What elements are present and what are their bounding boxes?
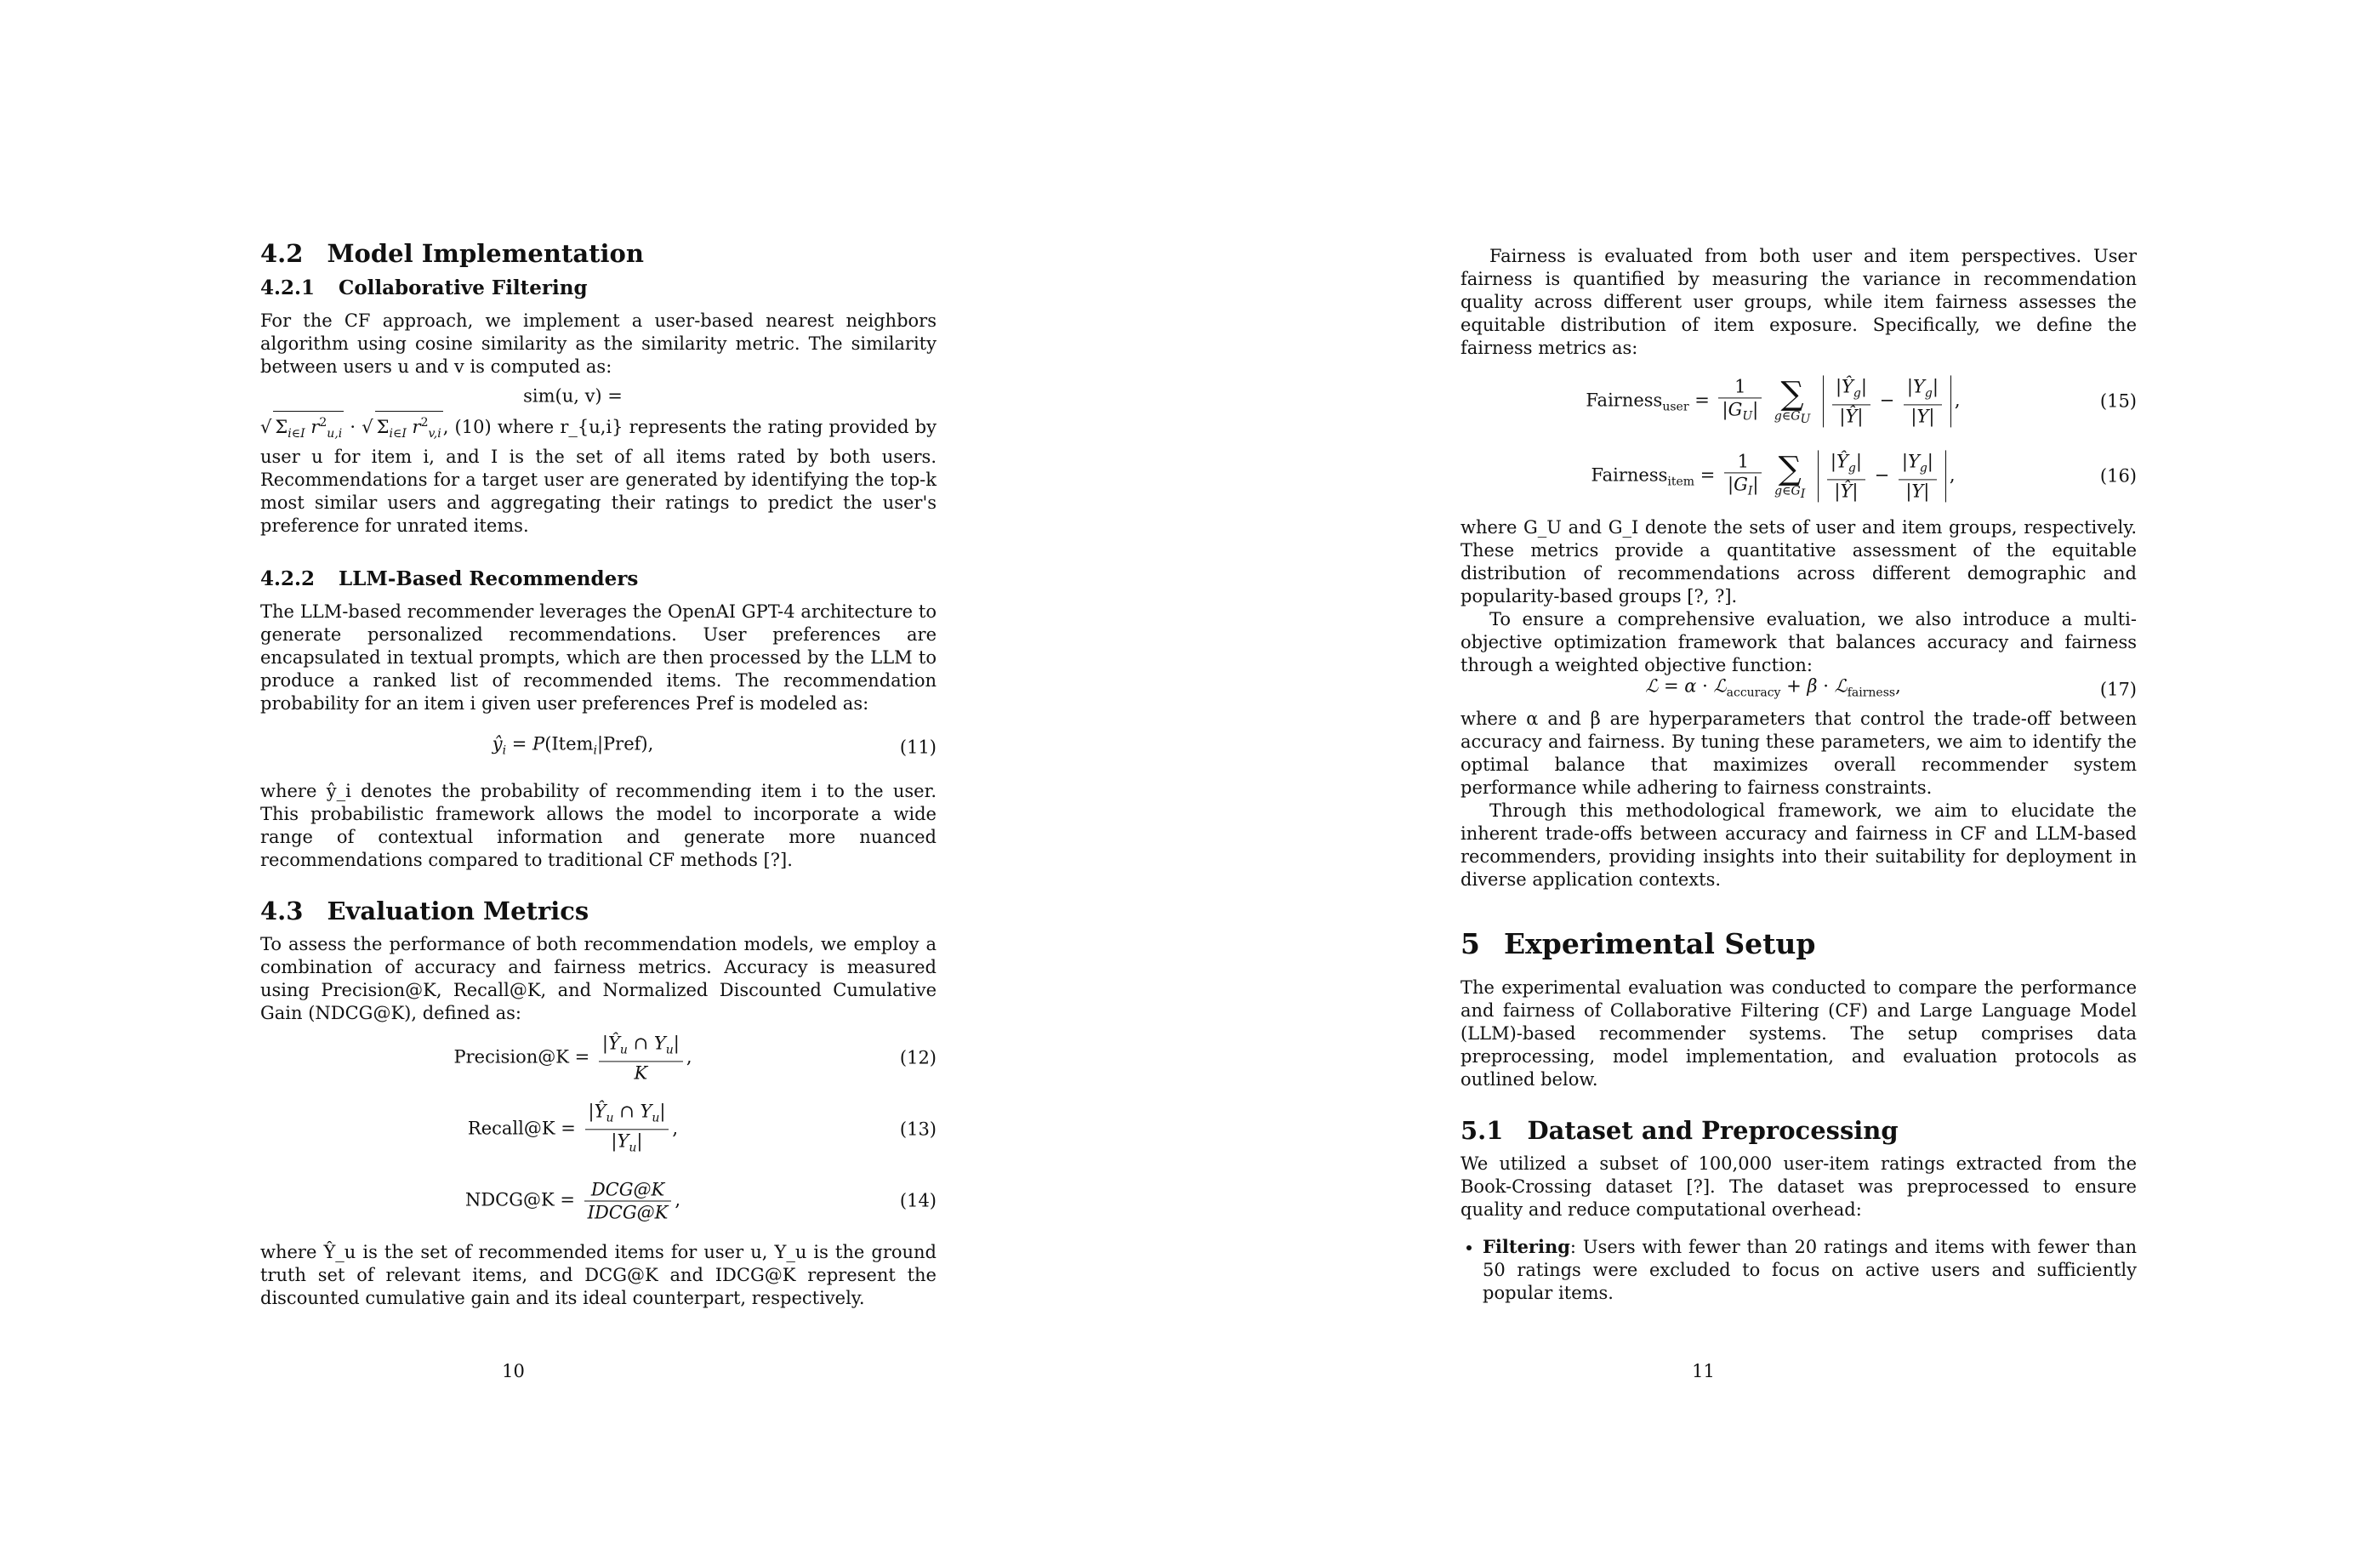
equation-13-fraction: $\frac{|Ŷ_u \cap Y_u|}{|Y_u|}$ [585, 1101, 669, 1159]
experimental-paragraph-1: The experimental evaluation was conducted to compare the performance and fairness of Collaborative Filtering (CF) and Large Language Model (LLM)-based recommender systems. The setup comprises data preprocessing, model implementation, and evaluation protocols as outlined below. [1460, 977, 2137, 1090]
equation-15-body: Fairness$_{user}$ = $\frac{1}{|G_U|}$ ∑ $g\in G_U$ $\frac{|Ŷ_g|}{|Ŷ|}$ − $\frac{|Y_g|}{|Y|}$ , [1586, 374, 1961, 427]
equation-12-fraction: $\frac{|Ŷ_u \cap Y_u|}{K}$ [599, 1033, 683, 1085]
fairness-paragraph-1: Fairness is evaluated from both user and item perspectives. User fairness is quantified by measuring the variance in recommendation quality across different user groups, while item fairness assesses the equitable distribution of item exposure. Specifically, we define the fairness metrics as: [1460, 246, 2137, 358]
sum-symbol-16: ∑ $g\in G_I$ [1774, 449, 1806, 501]
preprocessing-list [1460, 1235, 2137, 1305]
llm-paragraph-1: The LLM-based recommender leverages the OpenAI GPT-4 architecture to generate personalized recommendations. User preferences are encapsulated in textual prompts, which are then processed by the LLM to produce a ranked list of recommended items. The recommendation probability for an item i given user preferences Pref is modeled as: [260, 601, 937, 715]
page-number-left: 10 [502, 1361, 525, 1381]
equation-10-lhs: sim(u, v) = [523, 385, 623, 407]
equation-14-tag: (14) [899, 1190, 937, 1211]
page-right [1190, 0, 2380, 1543]
page-number-right: 11 [1692, 1361, 1715, 1381]
equation-14-body: NDCG@K = $\frac{\text{DCG@K}}{\text{IDCG@K}}$ , [464, 1179, 681, 1223]
llm-paragraph-2: where ŷ_i denotes the probability of recommending item i to the user. This probabilistic framework allows the model to incorporate a wide range of contextual information and generate more nuanced recommendations compared to traditional CF methods [?]. [260, 781, 937, 871]
eval-paragraph-1: To assess the performance of both recommendation models, we employ a combination of accuracy and fairness metrics. Accuracy is measured using Precision@K, Recall@K, and Normalized Discounted Cumulative Gain (NDCG@K), defined as: [260, 934, 937, 1024]
equation-15 [1460, 370, 2137, 433]
fairness-paragraph-3: To ensure a comprehensive evaluation, we also introduce a multi-objective optimization framework that balances accuracy and fairness through a weighted objective function: [1460, 609, 2137, 675]
equation-11 [260, 724, 937, 772]
equation-12-body: Precision@K = $\frac{|Ŷ_u \cap Y_u|}{K}$ , [453, 1033, 692, 1084]
equation-16-body: Fairness$_{item}$ = $\frac{1}{|G_I|}$ ∑ $g\in G_I$ $\frac{|Ŷ_g|}{|Ŷ|}$ − $\frac{|Y_g|}{|Y|}$ , [1591, 449, 1956, 502]
cf-paragraph-1: For the CF approach, we implement a user-based nearest neighbors algorithm using cosine similarity as the similarity metric. The similarity between users u and v is computed as: [260, 310, 937, 377]
dataset-paragraph-1: We utilized a subset of 100,000 user-item ratings extracted from the Book-Crossing dataset [?]. The dataset was preprocessed to ensure quality and reduce computational overhead: [1460, 1153, 2137, 1220]
equation-13 [260, 1098, 937, 1161]
equation-15-tag: (15) [2099, 390, 2137, 412]
equation-10 [260, 382, 937, 411]
sum-symbol-15: ∑ $g\in G_U$ [1774, 374, 1811, 426]
equation-13-body: Recall@K = $\frac{|Ŷ_u \cap Y_u|}{|Y_u|}$ , [260, 1101, 885, 1159]
equation-16 [1460, 445, 2137, 508]
section-heading-5-1: 5.1 Dataset and Preprocessing [1460, 1116, 1899, 1145]
equation-10-rhs: √ $\Sigma_{i\in I}$ $r^2_{u,i}$ · √ $\Sigma_{i\in I}$ $r^2_{v,i}$, [260, 417, 448, 437]
fairness-paragraph-4: where α and β are hyperparameters that control the trade-off between accuracy and fairness. By tuning these parameters, we aim to identify the optimal balance that maximizes overall recommender system performance while adhering to fairness constraints. [1460, 709, 2137, 798]
equation-17-body: ℒ = α · ℒ$_{accuracy}$ + β · ℒ$_{fairness}$, [1645, 675, 1901, 700]
list-item: • Filtering: Users with fewer than 20 ratings and items with fewer than 50 ratings were excluded to focus on active users and sufficiently popular items. [1483, 1235, 2137, 1305]
equation-17 [1460, 677, 2137, 703]
right-column [1460, 245, 2137, 1305]
equation-12 [260, 1027, 937, 1090]
equation-10-tag: (10) [454, 417, 492, 437]
equation-14-fraction: $\frac{\text{DCG@K}}{\text{IDCG@K}}$ [584, 1179, 672, 1224]
equation-14 [260, 1170, 937, 1233]
equation-12-tag: (12) [899, 1047, 937, 1068]
equation-16-tag: (16) [2099, 465, 2137, 487]
fairness-paragraph-2: where G_U and G_I denote the sets of user and item groups, respectively. These metrics provide a quantitative assessment of the equitable distribution of recommendations across different demographic and popularity-based groups [?, ?]. [1460, 517, 2137, 606]
cf-paragraph-2-text: where r_{u,i} represents the rating provided by user u for item i, and I is the set of all items rated by both users. Recommendations for a target user are generated by identifying the top-k most similar users and aggregating their ratings to predict the user's preference for unrated items. [260, 417, 937, 537]
equation-13-tag: (13) [899, 1119, 937, 1140]
subsection-heading-4-2-2: 4.2.2 LLM-Based Recommenders [260, 567, 639, 591]
equation-11-tag: (11) [899, 737, 937, 758]
fairness-paragraph-5: Through this methodological framework, we aim to elucidate the inherent trade-offs between accuracy and fairness in CF and LLM-based recommenders, providing insights into their suitability for deployment in diverse application contexts. [1460, 800, 2137, 890]
subsection-heading-4-2-1: 4.2.1 Collaborative Filtering [260, 276, 588, 299]
section-heading-4-3: 4.3 Evaluation Metrics [260, 897, 589, 926]
equation-11-body: $ŷ_i$ = P(Item$_i$|Pref), [492, 733, 654, 758]
section-heading-4-2: 4.2 Model Implementation [260, 239, 644, 268]
eval-paragraph-2: where Ŷ_u is the set of recommended items for user u, Y_u is the ground truth set of relevant items, and DCG@K and IDCG@K represent the discounted cumulative gain and its ideal counterpart, respectively. [260, 1242, 937, 1309]
cf-paragraph-2 [260, 411, 937, 538]
left-column [260, 238, 937, 1310]
equation-17-tag: (17) [2099, 679, 2137, 700]
section-heading-5: 5 Experimental Setup [1460, 927, 1816, 960]
